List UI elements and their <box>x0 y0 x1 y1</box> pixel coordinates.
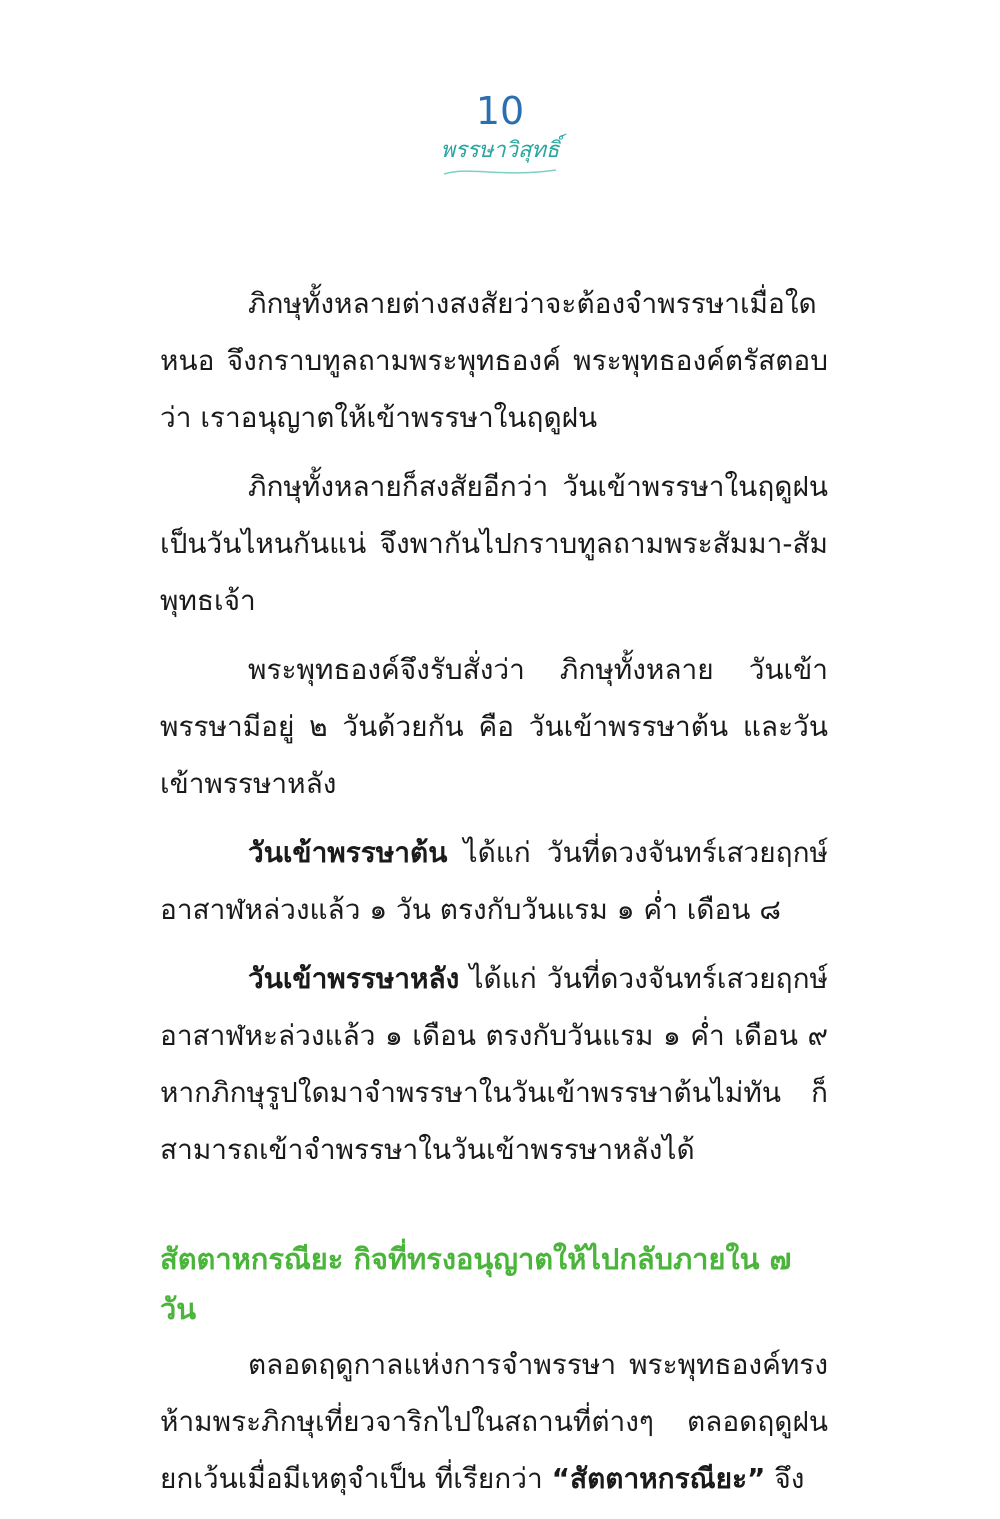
page-header <box>0 89 1000 180</box>
paragraph-text: พระพุทธองค์จึงรับสั่งว่า ภิกษุทั้งหลาย วันเข้าพรรษามีอยู่ ๒ วันด้วยกัน คือ วันเข้าพรรษาต้น และวันเข้าพรรษาหลัง <box>160 653 828 800</box>
book-title: พรรษาวิสุทธิ์ <box>440 138 560 163</box>
paragraph-2 <box>160 458 828 629</box>
paragraph-text: ตลอดฤดูกาลแห่งการจำพรรษา พระพุทธองค์ทรงห้ามพระภิกษุเที่ยวจาริกไปในสถานที่ต่างๆ ตลอดฤดูฝน ยกเว้นเมื่อมีเหตุจำเป็น ที่เรียกว่า <box>160 1348 828 1495</box>
decorative-swash-icon <box>440 164 560 180</box>
page-number: 10 <box>475 89 525 133</box>
paragraph-5 <box>160 950 828 1178</box>
paragraph-text: ภิกษุทั้งหลายก็สงสัยอีกว่า วันเข้าพรรษาในฤดูฝนเป็นวันไหนกันแน่ จึงพากันไปกราบทูลถามพระสัมมา-สัมพุทธเจ้า <box>160 470 828 617</box>
paragraph-text: ได้แก่ วันที่ดวงจันทร์เสวยฤกษ์อาสาฬหะล่วงแล้ว ๑ เดือน ตรงกับวันแรม ๑ ค่ำ เดือน ๙ หากภิกษุรูปใดมาจำพรรษาในวันเข้าพรรษาต้นไม่ทัน ก็สามารถเข้าจำพรรษาในวันเข้าพรรษาหลังได้ <box>160 962 828 1166</box>
paragraph-text: จึง <box>765 1462 805 1495</box>
paragraph-final <box>160 1336 828 1507</box>
paragraph-text: ภิกษุทั้งหลายต่างสงสัยว่าจะต้องจำพรรษาเมื่อใดหนอ จึงกราบทูลถามพระพุทธองค์ พระพุทธองค์ตรัสตอบว่า เราอนุญาตให้เข้าพรรษาในฤดูฝน <box>160 287 828 434</box>
section-heading: สัตตาหกรณียะ กิจที่ทรงอนุญาตให้ไปกลับภายใน ๗ วัน <box>160 1242 792 1326</box>
paragraph-text: ได้แก่ วันที่ดวงจันทร์เสวยฤกษ์อาสาฬหล่วงแล้ว ๑ วัน ตรงกับวันแรม ๑ ค่ำ เดือน ๘ <box>160 836 828 926</box>
term-bold: วันเข้าพรรษาหลัง <box>248 962 460 995</box>
term-bold: วันเข้าพรรษาต้น <box>248 836 448 869</box>
paragraph-3 <box>160 641 828 812</box>
term-bold: “สัตตาหกรณียะ” <box>551 1462 766 1495</box>
paragraph-1 <box>160 275 828 446</box>
paragraph-4 <box>160 824 828 938</box>
main-content <box>160 275 828 1519</box>
